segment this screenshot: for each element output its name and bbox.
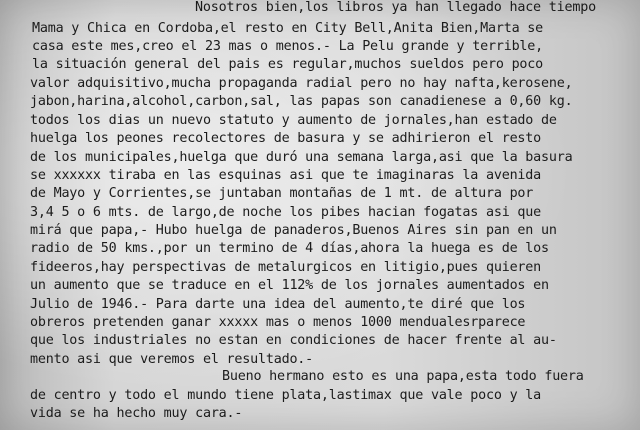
letter-line: radio de 50 kms.,por un termino de 4 días,ahora la huega es de los [30,241,549,256]
letter-line: Nosotros bien,los libros ya han llegado hace tiempo [195,0,596,15]
letter-line: mirá que papa,- Hubo huelga de panaderos,Buenos Aires sin pan en un [30,223,557,238]
letter-line: se xxxxxx tiraba en las esquinas asi que te imaginaras la avenida [30,168,542,183]
letter-line: de los municipales,huelga que duró una semana larga,asi que la basura [30,150,573,165]
letter-line: huelga los peones recolectores de basura y se adhirieron el resto [30,131,542,146]
letter-line: todos los dias un nuevo statuto y aumento de jornales,han estado de [30,113,557,128]
letter-line: vida se ha hecho muy cara.- [30,406,243,421]
letter-line: de Mayo y Corrientes,se juntaban montañas de 1 mt. de altura por [30,186,534,201]
letter-line: fideeros,hay perspectivas de metalurgicos en litigio,pues quieren [30,260,542,275]
letter-line: Bueno hermano esto es una papa,esta todo fuera [222,369,584,384]
letter-line: 3,4 5 o 6 mts. de largo,de noche los pibes hacian fogatas asi que [30,205,542,220]
letter-line: obreros pretenden ganar xxxxx mas o menos 1000 mendualesrparece [30,315,526,330]
letter-line: mento asi que veremos el resultado.- [30,352,314,367]
letter-line: la situación general del pais es regular,muchos sueldos pero poco [32,57,544,72]
letter-line: Mama y Chica en Cordoba,el resto en City Bell,Anita Bien,Marta se [32,21,544,36]
letter-line: casa este mes,creo el 23 mas o menos.- La Pelu grande y terrible, [32,39,544,54]
letter-line: jabon,harina,alcohol,carbon,sal, las papas son canadienese a 0,60 kg. [30,94,573,109]
letter-line: Julio de 1946.- Para darte una idea del aumento,te diré que los [30,297,526,312]
letter-line: un aumento que se traduce en el 112% de los jornales aumentados en [30,278,549,293]
letter-line: que los industriales no estan en condiciones de hacer frente al au- [30,333,557,348]
letter-line: de centro y todo el mundo tiene plata,lastimax que vale poco y la [30,388,542,403]
letter-line: valor adquisitivo,mucha propaganda radial pero no hay nafta,kerosene, [30,76,573,91]
